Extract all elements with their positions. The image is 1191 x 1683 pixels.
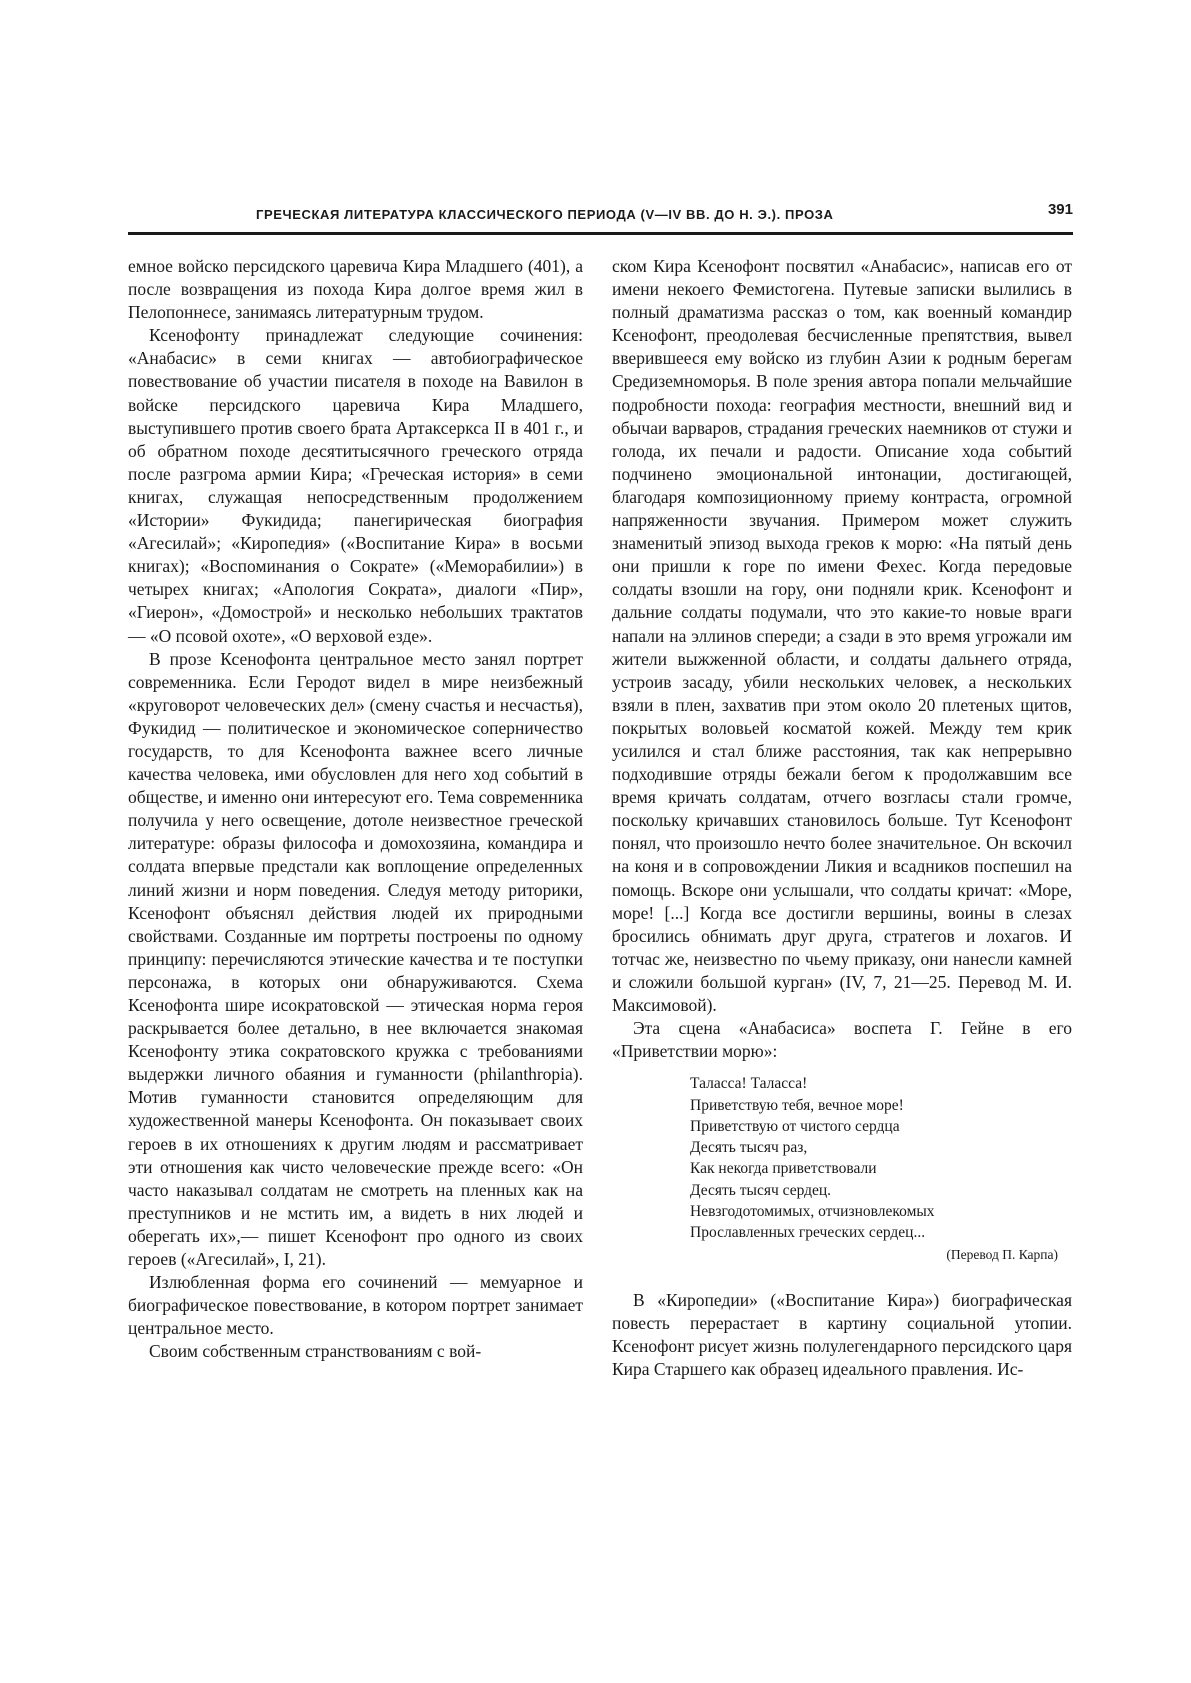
poem-line: Невзгодотомимых, отчизновлекомых (690, 1203, 935, 1221)
paragraph: В «Киропедии» («Воспитание Кира») биографическая повесть перерастает в картину социальной утопии. Ксенофонт рисует жизнь полулегендарного персидского царя Кира Старшего как образец идеального правления. Ис- (612, 1289, 1072, 1380)
poem-line: Приветствую тебя, вечное море! (690, 1096, 904, 1114)
poem-line: Приветствую от чистого сердца (690, 1117, 900, 1135)
running-header (128, 201, 1073, 231)
right-column (612, 255, 1072, 1381)
left-column (128, 255, 583, 1364)
paragraph: В прозе Ксенофонта центральное место занял портрет современника. Если Геродот видел в мире неизбежный «круговорот человеческих дел» (смену счастья и несчастья), Фукидид — политическое и экономическое соперничество государств, то для Ксенофонта важнее всего личные качества человека, ими обусловлен для него ход событий в обществе, и именно они интересуют его. Тема современника получила у него освещение, дотоле неизвестное греческой литературе: образы философа и домохозяина, командира и солдата впервые предстали как воплощение определенных линий жизни и норм поведения. Следуя методу риторики, Ксенофонт объяснял действия людей их природными свойствами. Созданные им портреты построены по одному принципу: перечисляются этические качества и те поступки персонажа, в которых они обнаруживаются. Схема Ксенофонта шире исократовской — этическая норма героя раскрывается более детально, в нее включается знакомая Ксенофонту этика сократовского кружка с требованиями выдержки личного обаяния и гуманности (philanthropia). Мотив гуманности становится определяющим для художественной манеры Ксенофонта. Он показывает своих героев в их отношениях к другим людям и рассматривает эти отношения как чисто человеческие прежде всего: «Он часто наказывал солдатам не смотреть на пленных как на преступников и не мстить им, а видеть в них людей и оберегать их»,— пишет Ксенофонт про одного из своих героев («Агесилай», I, 21). (128, 648, 583, 1270)
paragraph: Своим собственным странствованиям с вой- (149, 1341, 482, 1362)
poem-line: Десять тысяч сердец. (690, 1181, 832, 1199)
header-rule (128, 232, 1073, 235)
poem-line: Десять тысяч раз, (690, 1139, 808, 1157)
poem-line: Как некогда приветствовали (690, 1160, 877, 1178)
paragraph: Эта сцена «Анабасиса» воспета Г. Гейне в его «Приветствии морю»: (612, 1018, 1072, 1062)
poem-line: Таласса! Таласса! (690, 1075, 808, 1093)
paragraph: емное войско персидского царевича Кира Младшего (401), а после возвращения из похода Кира долгое время жил в Пелопоннесе, занимаясь литературным трудом. (128, 256, 583, 323)
paragraph: Излюбленная форма его сочинений — мемуарное и биографическое повествование, в котором портрет занимает центральное место. (128, 1272, 583, 1339)
header-title: ГРЕЧЕСКАЯ ЛИТЕРАТУРА КЛАССИЧЕСКОГО ПЕРИОДА (V—IV ВВ. ДО Н. Э.). ПРОЗА (256, 207, 834, 222)
page-number: 391 (1047, 201, 1073, 218)
paragraph: ском Кира Ксенофонт посвятил «Анабасис», написав его от имени некоего Фемистогена. Путевые записки вылились в полный драматизма рассказ о том, как военный командир Ксенофонт, преодолевая бесчисленные препятствия, вывел вверившееся ему войско из глубин Азии к родным берегам Средиземноморья. В поле зрения автора попали мельчайшие подробности похода: география местности, внешний вид и обычаи варваров, страдания греческих наемников от стужи и голода, их печали и радости. Описание хода событий подчинено эмоциональной интонации, достигающей, благодаря композиционному приему контраста, огромной напряженности звучания. Примером может служить знаменитый эпизод выхода греков к морю: «На пятый день они пришли к горе по имени Фехес. Когда передовые солдаты взошли на гору, они подняли крик. Ксенофонт и дальние солдаты подумали, что это какие-то новые враги напали на эллинов спереди; а сзади в это время угрожали им жители выжженной области, и солдаты дальнего отряда, устроив засаду, убили нескольких человек, а нескольких взяли в плен, захватив при этом около 20 плетеных щитов, покрытых воловьей косматой кожей. Между тем крик усилился и стал ближе расстояния, так как непрерывно подходившие отряды бежали бегом к продолжавшим все время кричать солдатам, отчего возгласы стали громче, поскольку кричавших становилось больше. Тут Ксенофонт понял, что произошло нечто более значительное. Он вскочил на коня и в сопровождении Ликия и всадников поспешил на помощь. Вскоре они услышали, что солдаты кричат: «Море, море! [...] Когда все достигли вершины, воины в слезах бросились обнимать друг друга, стратегов и лохагов. И тотчас же, неизвестно по чьему приказу, они нанесли камней и сложили большой курган» (IV, 7, 21—25. Перевод М. И. Максимовой). (612, 256, 1072, 1015)
poem-credit: (Перевод П. Карпа) (946, 1246, 1058, 1262)
paragraph: Ксенофонту принадлежат следующие сочинения: «Анабасис» в семи книгах — автобиографическое повествование об участии писателя в походе на Вавилон в войске персидского царевича Кира Младшего, выступившего против своего брата Артаксеркса II в 401 г., и об обратном походе десятитысячного греческого отряда после разгрома армии Кира; «Греческая история» в семи книгах, служащая непосредственным продолжением «Истории» Фукидида; панегирическая биография «Агесилай»; «Киропедия» («Воспитание Кира» в восьми книгах); «Воспоминания о Сократе» («Меморабилии») в четырех книгах; «Апология Сократа», диалоги «Пир», «Гиерон», «Домострой» и несколько небольших трактатов — «О псовой охоте», «О верховой езде». (128, 325, 583, 646)
poem-quote (690, 1073, 1072, 1265)
poem-line: Прославленных греческих сердец... (690, 1224, 926, 1242)
